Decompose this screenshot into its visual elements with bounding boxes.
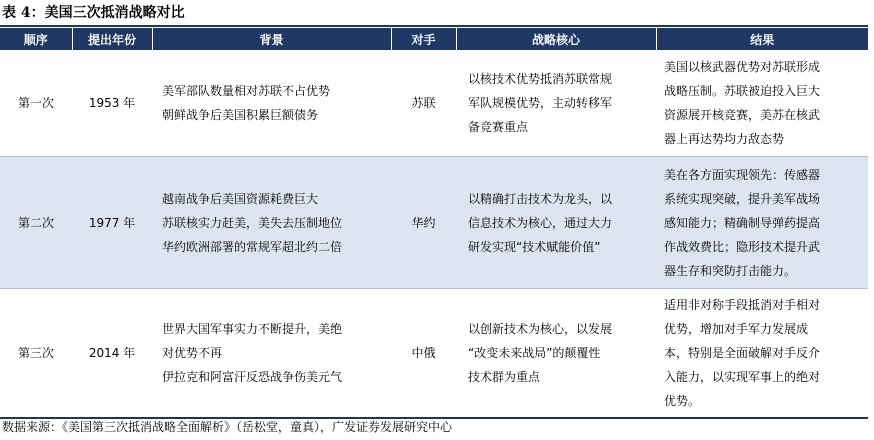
table-row [0, 50, 868, 157]
result-line: 作战效费比；隐形技术提升武 [664, 239, 821, 254]
result-line: 本，特别是全面破解对手反介 [664, 346, 821, 360]
table-row [0, 289, 868, 419]
cell-year: 1977 年 [72, 157, 152, 289]
core-line: 备竞赛重点 [468, 120, 529, 134]
cell-result [656, 50, 868, 157]
table-title: 表 4：美国三次抵消战略对比 [2, 5, 185, 21]
header-core: 战略核心 [456, 28, 656, 50]
background-line: 华约欧洲部署的常规军超北约二倍 [162, 239, 343, 254]
core-line: “改变未来战局”的颠覆性 [468, 346, 601, 360]
result-line: 战略压制。苏联被迫投入巨大 [664, 84, 821, 98]
background-line: 越南战争后美国资源耗费巨大 [162, 191, 319, 206]
header-row [0, 28, 868, 50]
cell-year: 2014 年 [72, 289, 152, 419]
background-line: 朝鲜战争后美国积累巨额债务 [162, 108, 319, 122]
result-line: 感知能力；精确制导弹药提高 [664, 215, 821, 230]
cell-opponent: 华约 [391, 157, 456, 289]
result-line: 系统实现突破，提升美军战场 [664, 191, 821, 206]
cell-year: 1953 年 [72, 50, 152, 157]
result-line: 美国以核武器优势对苏联形成 [664, 60, 821, 74]
background-line: 世界大国军事实力不断提升，美绝 [162, 322, 343, 336]
cell-order: 第三次 [0, 289, 72, 419]
cell-opponent: 苏联 [391, 50, 456, 157]
background-line: 苏联核实力赶美，美失去压制地位 [162, 215, 343, 230]
background-line: 伊拉克和阿富汗反恐战争伤美元气 [162, 370, 343, 384]
cell-core [456, 50, 656, 157]
table-row [0, 157, 868, 289]
core-line: 军队规模优势，主动转移军 [468, 96, 613, 110]
background-line: 对优势不再 [162, 346, 223, 360]
title-divider [0, 25, 868, 27]
result-line: 器上再达势均力敌态势 [664, 132, 785, 146]
result-line: 适用非对称手段抵消对手相对 [664, 298, 821, 312]
cell-background [152, 157, 391, 289]
result-line: 入能力，以实现军事上的绝对 [664, 370, 821, 384]
result-line: 优势，增加对手军力发展成 [664, 322, 809, 336]
cell-core [456, 289, 656, 419]
core-line: 以精确打击技术为龙头，以 [468, 191, 613, 206]
cell-opponent: 中俄 [391, 289, 456, 419]
header-order: 顺序 [0, 28, 72, 50]
core-line: 以核技术优势抵消苏联常规 [468, 72, 613, 86]
header-year: 提出年份 [72, 28, 152, 50]
data-source-note: 数据来源：《美国第三次抵消战略全面解析》（岳松堂，童真），广发证券发展研究中心 [2, 420, 453, 434]
result-line: 器生存和突防打击能力。 [664, 263, 797, 278]
header-opponent: 对手 [391, 28, 456, 50]
core-line: 技术群为重点 [468, 370, 541, 384]
cell-result [656, 157, 868, 289]
core-line: 信息技术为核心，通过大力 [468, 215, 613, 230]
cell-order: 第一次 [0, 50, 72, 157]
result-line: 美在各方面实现领先：传感器 [664, 167, 821, 182]
strategy-comparison-table [0, 28, 868, 419]
cell-order: 第二次 [0, 157, 72, 289]
result-line: 优势。 [664, 394, 701, 408]
header-background: 背景 [152, 28, 391, 50]
result-line: 资源展开核竞赛，美苏在核武 [664, 108, 821, 122]
core-line: 研发实现“技术赋能价值” [468, 239, 601, 254]
cell-core [456, 157, 656, 289]
cell-background [152, 50, 391, 157]
cell-background [152, 289, 391, 419]
core-line: 以创新技术为核心，以发展 [468, 322, 613, 336]
header-result: 结果 [656, 28, 868, 50]
background-line: 美军部队数量相对苏联不占优势 [162, 84, 331, 98]
cell-result [656, 289, 868, 419]
